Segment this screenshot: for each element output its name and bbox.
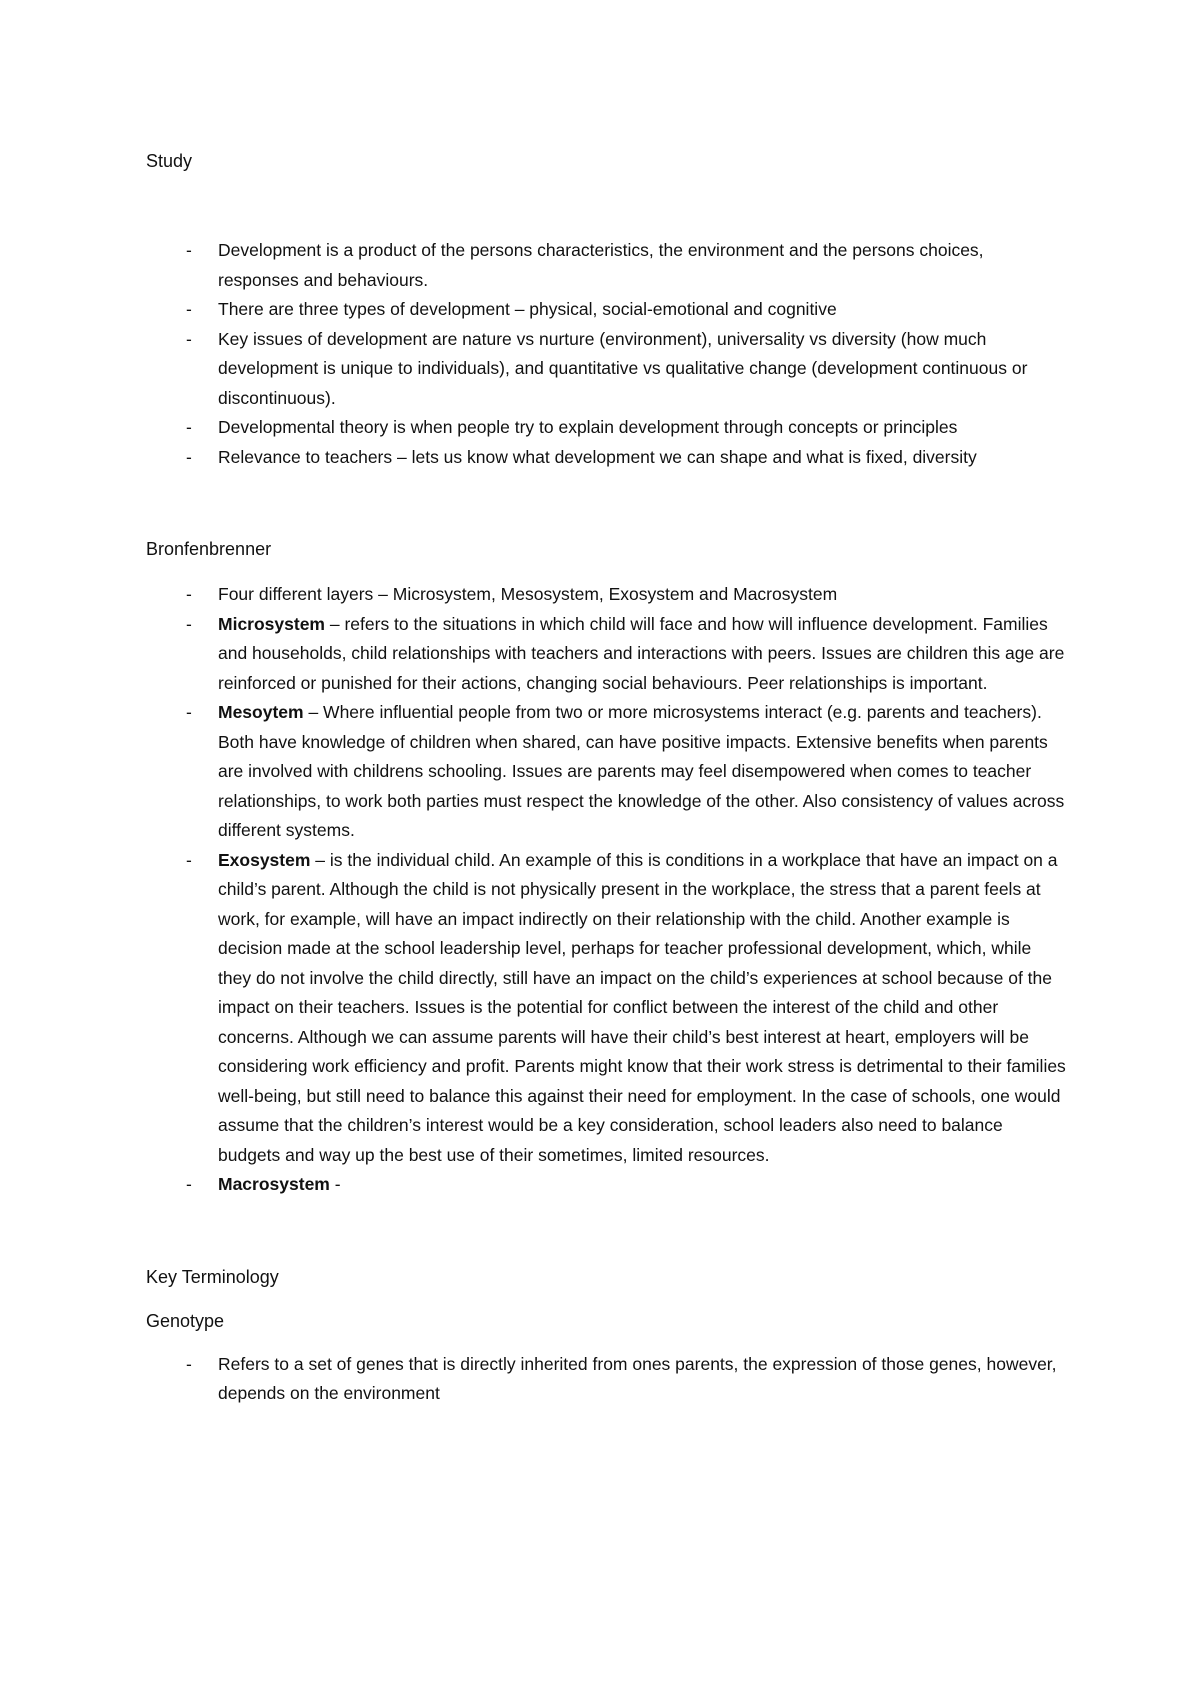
list-item: - Refers to a set of genes that is directly inherited from ones parents, the expression of those genes, however, depends on the environment (146, 1350, 1066, 1409)
bullet-dash: - (186, 240, 192, 260)
bullet-dash: - (186, 1174, 192, 1194)
bullet-dash: - (186, 328, 192, 349)
bullet-dash: - (186, 702, 192, 722)
list-item: - Relevance to teachers – lets us know what development we can shape and what is fixed, diversity (146, 443, 1066, 473)
section-title-study: Study (146, 151, 193, 171)
list-item: - Mesoytem – Where influential people from two or more microsystems interact (e.g. parents and teachers). Both have knowledge of children when shared, can have positive impacts. Extensive benefits when parents are involved with childrens schooling. Issues are parents may feel disempowered when comes to teacher relationships, to work both parties must respect the knowledge of the other. Also consistency of values across different systems. (146, 698, 1066, 846)
list-item: - Developmental theory is when people try to explain development through concepts or principles (146, 413, 1066, 443)
study-bullet-list (146, 236, 1066, 472)
bullet-dash: - (186, 1353, 192, 1374)
list-item: - Exosystem – is the individual child. An example of this is conditions in a workplace that have an impact on a child’s parent. Although the child is not physically present in the workplace, the stress that a parent feels at work, for example, will have an impact indirectly on their relationship with the child. Another example is decision made at the school leadership level, perhaps for teacher professional development, which, while they do not involve the child directly, still have an impact on the child’s experiences at school because of the impact on their teachers. Issues is the potential for conflict between the interest of the child and other concerns. Although we can assume parents will have their child’s best interest at heart, employers will be considering work efficiency and profit. Parents might know that their work stress is detrimental to their families well-being, but still need to balance this against their need for employment. In the case of schools, one would assume that the children’s interest would be a key consideration, school leaders also need to balance budgets and way up the best use of their sometimes, limited resources. (146, 846, 1066, 1171)
list-item: - Development is a product of the persons characteristics, the environment and the persons choices, responses and behaviours. (146, 236, 1066, 295)
subsection-title-genotype: Genotype (146, 1310, 225, 1331)
term-exosystem: Exosystem (218, 849, 311, 870)
list-item: - Four different layers – Microsystem, Mesosystem, Exosystem and Macrosystem (146, 580, 1066, 610)
genotype-bullet-list (146, 1350, 1066, 1409)
bullet-dash: - (186, 613, 192, 634)
bullet-dash: - (186, 446, 192, 467)
list-item: - There are three types of development – physical, social-emotional and cognitive (146, 295, 1066, 325)
bullet-dash: - (186, 849, 192, 870)
list-item: - Microsystem – refers to the situations in which child will face and how will influence development. Families and households, child relationships with teachers and interactions with peers. Issues are children this age are reinforced or punished for their actions, changing social behaviours. Peer relationships is important. (146, 610, 1066, 699)
term-microsystem: Microsystem (218, 613, 325, 634)
bullet-dash: - (186, 417, 192, 437)
bullet-dash: - (186, 299, 192, 319)
section-title-key-terminology: Key Terminology (146, 1266, 279, 1287)
term-mesosystem: Mesoytem (218, 702, 304, 722)
term-macrosystem: Macrosystem (218, 1174, 330, 1194)
bullet-dash: - (186, 584, 192, 604)
list-item: - Key issues of development are nature vs nurture (environment), universality vs diversity (how much development is unique to individuals), and quantitative vs qualitative change (development continuous or discontinuous). (146, 325, 1066, 414)
section-title-bronfenbrenner: Bronfenbrenner (146, 539, 272, 559)
document-body (146, 146, 1066, 1409)
list-item: - Macrosystem - (146, 1170, 1066, 1200)
bronfenbrenner-bullet-list (146, 580, 1066, 1200)
